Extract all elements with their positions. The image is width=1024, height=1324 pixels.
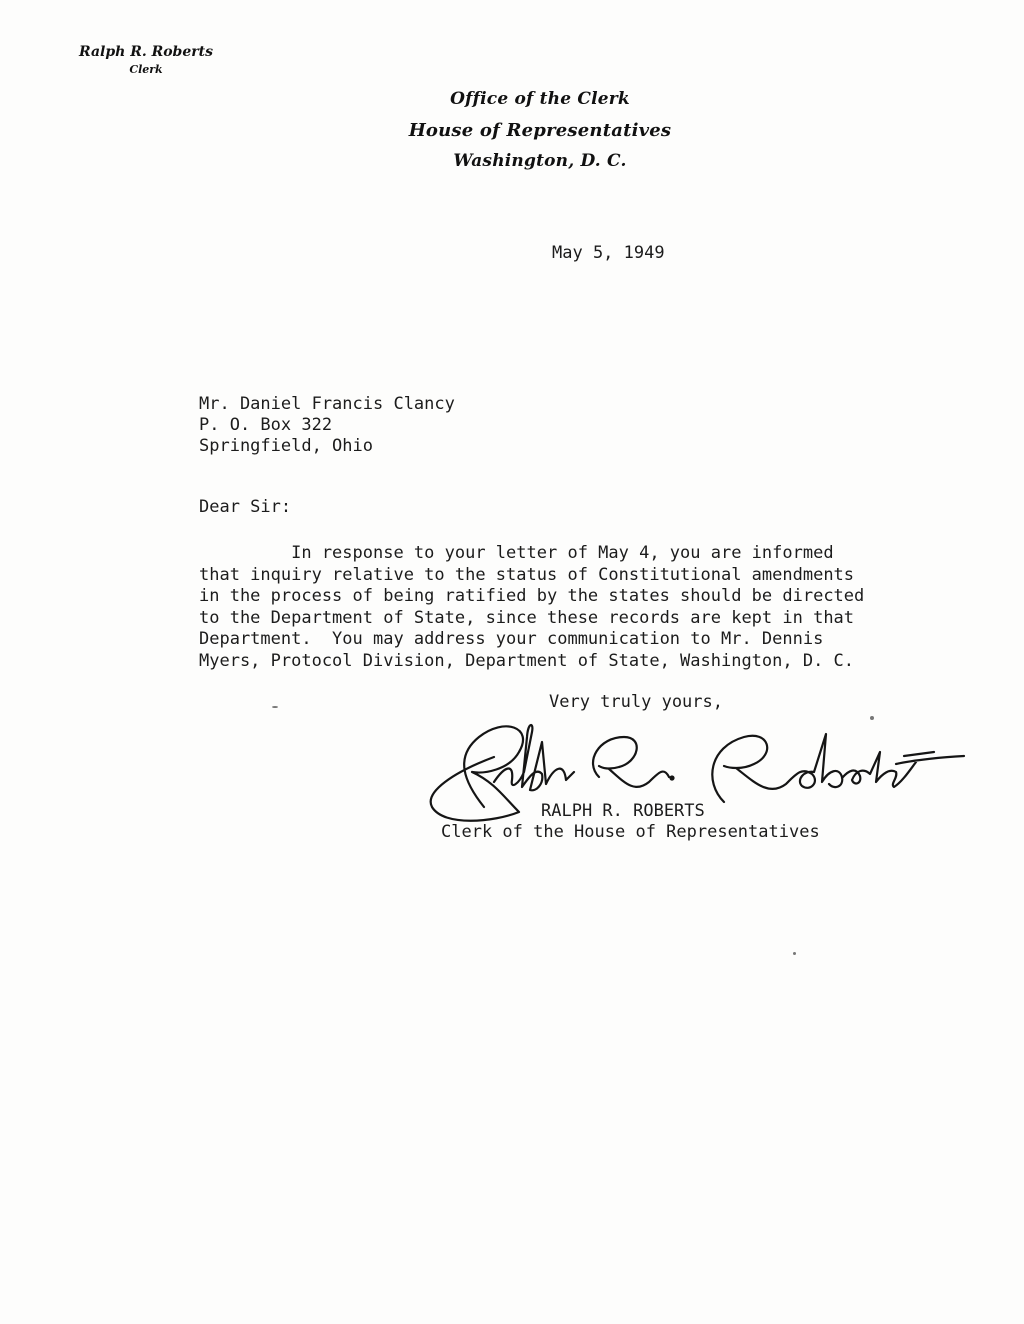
recipient-box: P. O. Box 322 xyxy=(199,415,333,435)
body-line: that inquiry relative to the status of Constitutional amendments xyxy=(199,565,855,585)
body-line: in the process of being ratified by the states should be directed xyxy=(199,586,865,606)
letter-date: May 5, 1949 xyxy=(552,243,665,263)
corner-clerk-name: Ralph R. Roberts xyxy=(79,44,213,60)
letterhead-office: Office of the Clerk xyxy=(450,89,630,109)
closing: Very truly yours, xyxy=(549,692,723,712)
signer-title: Clerk of the House of Representatives xyxy=(441,822,820,842)
letterhead-city: Washington, D. C. xyxy=(453,151,627,171)
signer-name: RALPH R. ROBERTS xyxy=(541,801,705,821)
ink-speck xyxy=(272,706,278,708)
ink-speck xyxy=(870,716,874,720)
body-line: Myers, Protocol Division, Department of State, Washington, D. C. xyxy=(199,651,855,671)
body-line: In response to your letter of May 4, you are informed xyxy=(199,543,834,563)
letterhead-house: House of Representatives xyxy=(408,120,672,141)
recipient-name: Mr. Daniel Francis Clancy xyxy=(199,394,455,414)
handwritten-signature xyxy=(424,712,984,832)
salutation: Dear Sir: xyxy=(199,497,292,517)
body-line: to the Department of State, since these records are kept in that xyxy=(199,608,855,628)
ink-speck xyxy=(793,952,796,955)
body-line: Department. You may address your communication to Mr. Dennis xyxy=(199,629,824,649)
corner-clerk-title: Clerk xyxy=(129,63,163,76)
recipient-city: Springfield, Ohio xyxy=(199,436,373,456)
